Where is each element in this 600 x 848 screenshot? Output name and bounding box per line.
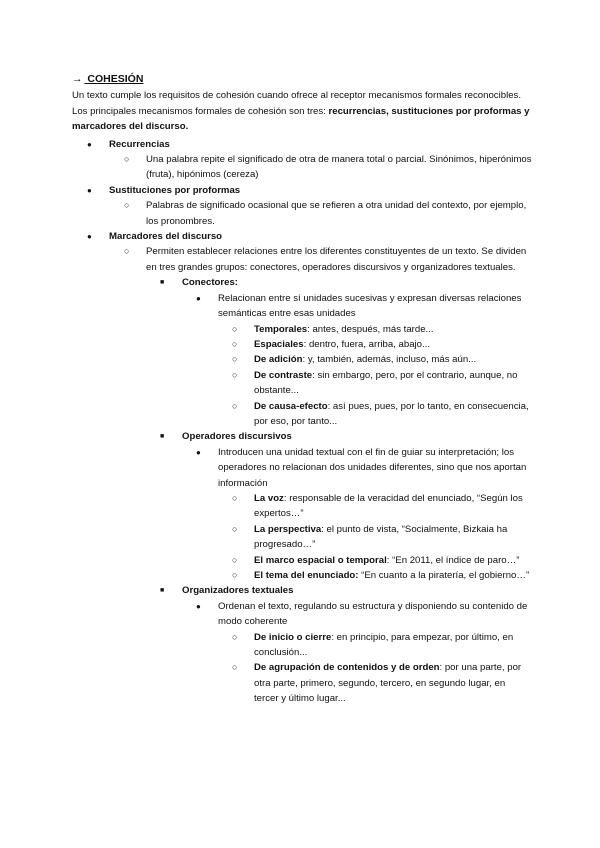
document-page [72,72,532,707]
list-item [182,291,532,430]
section-heading-text: COHESIÓN [87,73,144,85]
item-text: : dentro, fuera, arriba, abajo... [303,338,431,350]
item-label: De agrupación de contenidos y de orden [254,662,440,674]
list-item [218,630,532,661]
sublist [109,152,532,183]
hollow-circle-bullet-icon: ○ [124,154,130,165]
item-text: : y, también, además, incluso, más aún... [302,354,477,366]
item-label: El tema del enunciado: [254,570,359,581]
filled-circle-bullet-icon: ● [196,447,201,457]
item-text: : el punto de vista, “Socialmente, Bizkaia ha progresado…” [254,523,508,551]
list-item [218,337,532,352]
examples-list [218,630,532,707]
item-text: Una palabra repite el significado de otra de manera total o parcial. Sinónimos, hiperónimos (fruta), hipónimos (cereza) [146,154,532,181]
mechanisms-list [72,137,532,707]
item-label: Temporales [254,323,308,335]
list-item [109,198,532,229]
filled-circle-bullet-icon: ● [87,139,92,149]
item-label: Conectores: [182,277,238,289]
item-text: : así pues, pues, por lo tanto, en consecuencia, por eso, por tanto... [254,400,529,427]
item-text: : antes, después, más tarde... [307,323,434,335]
intro-text: Un texto cumple los requisitos de cohesión cuando ofrece al receptor mecanismos formales reconocibles. Los principales mecanismos formales de cohesión son tres: [72,90,521,117]
item-label: Organizadores textuales [182,585,294,597]
list-item [218,568,532,583]
item-text: Ordenan el texto, regulando su estructura y disponiendo su contenido de modo coherente [218,600,528,628]
item-text: Permiten establecer relaciones entre los diferentes constituyentes de un texto. Se dividen en tres grandes grupos: conectores, operadores discursivos y organizadores textuales. [146,246,527,273]
filled-circle-bullet-icon: ● [87,232,92,242]
list-item [218,322,532,337]
sublist [182,445,532,584]
hollow-circle-bullet-icon: ○ [232,492,238,503]
list-item-conectores [146,275,532,429]
hollow-circle-bullet-icon: ○ [232,369,238,380]
list-item-organizadores [146,583,532,706]
hollow-circle-bullet-icon: ○ [124,200,130,211]
item-label: Espaciales [254,338,304,350]
list-item [218,491,532,522]
sublist [109,244,532,706]
arrow-icon: → [72,73,83,85]
hollow-circle-bullet-icon: ○ [232,554,238,565]
item-label: Sustituciones por proformas [109,184,241,196]
list-item [218,660,532,706]
list-item [109,152,532,183]
square-bullet-icon: ■ [160,587,165,595]
item-text: Palabras de significado ocasional que se refieren a otra unidad del contexto, por ejemplo, los pronombres. [146,200,527,227]
sublist [182,599,532,707]
hollow-circle-bullet-icon: ○ [232,354,238,365]
item-label: Recurrencias [109,138,170,150]
hollow-circle-bullet-icon: ○ [232,400,238,411]
list-item-recurrencias [72,137,532,183]
examples-list [218,322,532,430]
hollow-circle-bullet-icon: ○ [232,323,238,334]
item-text: : por una parte, por otra parte, primero, segundo, tercero, en segundo lugar, en tercer y último lugar... [254,662,522,705]
item-label: De adición [254,354,303,366]
square-bullet-icon: ■ [160,279,165,287]
hollow-circle-bullet-icon: ○ [232,631,238,642]
item-text: : “En 2011, el índice de paro…” [386,554,520,566]
sublist [109,198,532,229]
item-text: : responsable de la veracidad del enunciado, “Según los expertos…” [254,492,523,520]
list-item [218,553,532,568]
intro-bold-text: recurrencias, sustituciones por proformas y marcadores del discurso. [72,105,530,133]
item-text: : en principio, para empezar, por último, en conclusión... [254,631,514,659]
list-item-operadores [146,429,532,583]
hollow-circle-bullet-icon: ○ [232,523,238,534]
list-item [182,445,532,584]
item-text: Introducen una unidad textual con el fin de guiar su interpretación; los operadores no relacionan dos unidades diferentes, sino que nos aportan información [218,446,527,489]
square-bullet-icon: ■ [160,433,165,441]
item-label: Marcadores del discurso [109,231,223,243]
item-text: Relacionan entre sí unidades sucesivas y expresan diversas relaciones semánticas entre esas unidades [218,292,522,320]
intro-paragraph [72,88,532,134]
hollow-circle-bullet-icon: ○ [124,246,130,257]
item-label: De inicio o cierre [254,631,332,643]
list-item [109,244,532,706]
filled-circle-bullet-icon: ● [87,185,92,195]
examples-list [218,491,532,583]
marker-groups-list [146,275,532,706]
item-text: “En cuanto a la piratería, el gobierno…” [358,570,530,581]
list-item [218,522,532,553]
list-item [218,352,532,367]
item-label: De contraste [254,369,313,381]
item-label: Operadores discursivos [182,431,292,443]
list-item-sustituciones [72,183,532,229]
item-text: : sin embargo, pero, por el contrario, aunque, no obstante... [254,369,518,397]
filled-circle-bullet-icon: ● [196,293,201,303]
hollow-circle-bullet-icon: ○ [232,662,238,673]
item-label: De causa-efecto [254,400,328,412]
item-label: El marco espacial o temporal [254,554,387,566]
item-label: La perspectiva [254,523,322,535]
item-label: La voz [254,492,284,504]
section-heading [72,72,532,87]
list-item [218,368,532,399]
hollow-circle-bullet-icon: ○ [232,570,238,580]
hollow-circle-bullet-icon: ○ [232,338,238,349]
sublist [182,291,532,430]
list-item [218,399,532,430]
list-item [182,599,532,707]
filled-circle-bullet-icon: ● [196,601,201,611]
list-item-marcadores [72,229,532,707]
